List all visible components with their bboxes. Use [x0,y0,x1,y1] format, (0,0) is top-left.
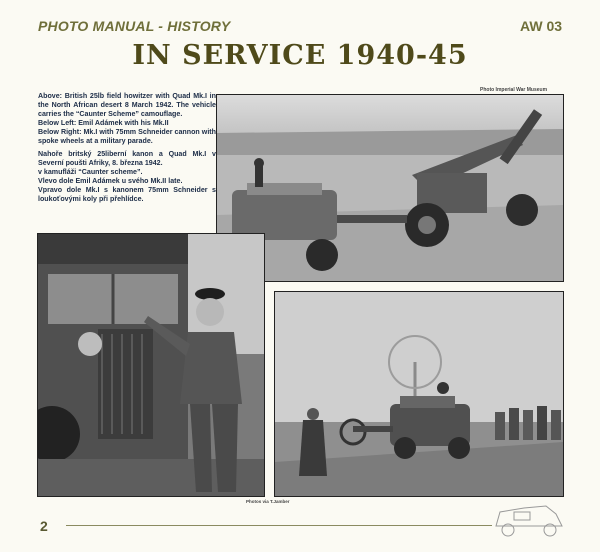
section-header: PHOTO MANUAL - HISTORY [38,18,231,34]
photo-credit-bottom: Photos via T.Jamber [246,499,290,504]
photo-military-parade [274,291,564,497]
photo-credit-top: Photo Imperial War Museum [480,87,548,93]
caption-line: Above: British 25lb field howitzer with Quad Mk.I in the North African desert 8 March 1942. The vehicle carries the “Caunter Scheme” camouflage. [38,92,216,118]
caption-english [38,92,216,146]
photo-caption [38,92,216,208]
caption-line: Vlevo dole Emil Adámek u svého Mk.II late. [38,177,183,185]
vehicle-silhouette-icon [490,496,568,540]
caption-czech [38,150,216,204]
page-number: 2 [40,518,48,534]
caption-line: Below Right: Mk.I with 75mm Schneider cannon with spoke wheels at a military parade. [38,128,216,145]
page-title: IN SERVICE 1940-45 [132,40,468,71]
caption-line: Vpravo dole Mk.I s kanonem 75mm Schneider s loukoťovými koly při přehlídce. [38,186,216,203]
caption-line: Below Left: Emil Adámek with his Mk.II [38,119,169,127]
photo-emil-adamek [37,233,265,497]
footer-rule [66,525,492,526]
caption-line: v kamufláži “Caunter scheme”. [38,168,143,176]
photo-desert-howitzer [216,94,564,282]
caption-line: Nahoře britský 25liberní kanon a Quad Mk.I v Severní poušti Afriky, 8. března 1942. [38,150,216,167]
publication-code: AW 03 [520,18,563,34]
